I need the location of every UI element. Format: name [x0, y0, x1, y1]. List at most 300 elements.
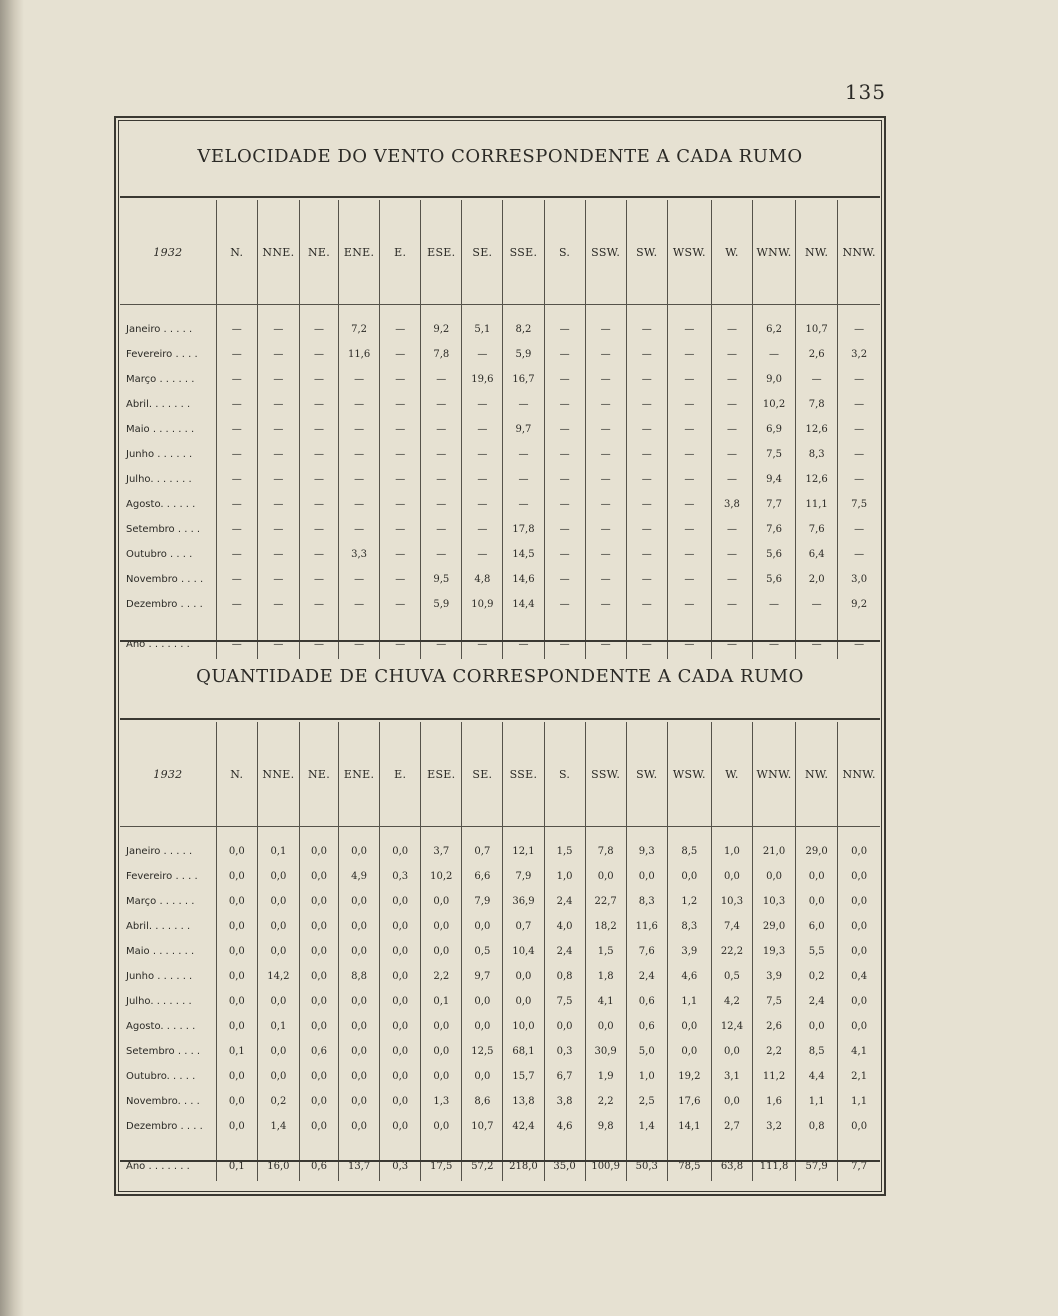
- table-cell: —: [585, 567, 626, 592]
- table-cell: 5,5: [796, 939, 838, 964]
- table-cell: —: [503, 442, 544, 467]
- table-cell: —: [711, 442, 752, 467]
- table-cell: —: [380, 342, 421, 367]
- table-cell: 4,1: [585, 989, 626, 1014]
- table-cell: 0,0: [667, 864, 711, 889]
- table-cell: 0,0: [216, 914, 257, 939]
- table-cell: 0,6: [626, 1014, 667, 1039]
- column-header-sse: SSE.: [503, 722, 544, 827]
- table-cell: 0,0: [421, 939, 462, 964]
- table-cell: —: [544, 592, 585, 617]
- table-cell: 5,1: [462, 317, 503, 342]
- row-label: Setembro . . . .: [126, 1046, 201, 1057]
- table-cell: 0,0: [544, 1014, 585, 1039]
- table-cell: —: [838, 629, 880, 659]
- table-cell: —: [462, 629, 503, 659]
- row-label: Setembro . . . .: [126, 524, 201, 535]
- row-label: Fevereiro . . . .: [126, 871, 198, 882]
- row-label: Maio . . . . . . .: [126, 424, 195, 435]
- table-cell: 3,1: [711, 1064, 752, 1089]
- table-cell: —: [796, 367, 838, 392]
- table-cell: 4,6: [667, 964, 711, 989]
- table-cell: 0,0: [462, 914, 503, 939]
- table-cell: —: [667, 367, 711, 392]
- table-cell: —: [216, 417, 257, 442]
- table-cell: —: [257, 317, 299, 342]
- table-cell: 0,0: [257, 939, 299, 964]
- table-cell: —: [339, 592, 380, 617]
- table-cell: 0,7: [503, 914, 544, 939]
- table-cell: 0,0: [711, 1089, 752, 1114]
- table-cell: —: [838, 467, 880, 492]
- table-cell: 9,8: [585, 1114, 626, 1139]
- table-cell: 7,2: [339, 317, 380, 342]
- table-cell: 2,1: [838, 1064, 880, 1089]
- table-cell: 9,7: [462, 964, 503, 989]
- row-label: Ano . . . . . . .: [126, 1160, 190, 1172]
- table-cell: —: [462, 467, 503, 492]
- table-cell: 0,0: [299, 939, 338, 964]
- table-cell: —: [667, 542, 711, 567]
- table-cell: —: [585, 367, 626, 392]
- table-cell: —: [585, 517, 626, 542]
- table-cell: —: [421, 542, 462, 567]
- table-cell: 0,0: [380, 1064, 421, 1089]
- table-cell: 0,0: [299, 1089, 338, 1114]
- column-header-e: E.: [380, 200, 421, 305]
- table-cell: 5,6: [753, 542, 796, 567]
- table-cell: 3,2: [753, 1114, 796, 1139]
- table-cell: —: [299, 492, 338, 517]
- table-cell: 17,8: [503, 517, 544, 542]
- table-cell: 111,8: [753, 1151, 796, 1181]
- table-cell: —: [753, 592, 796, 617]
- row-label: Abril. . . . . . .: [126, 921, 191, 932]
- table-cell: —: [544, 467, 585, 492]
- table-cell: —: [299, 467, 338, 492]
- table-cell: 0,0: [216, 989, 257, 1014]
- table-cell: 0,0: [462, 989, 503, 1014]
- table-cell: 7,8: [421, 342, 462, 367]
- table-cell: —: [667, 517, 711, 542]
- wind-speed-title: VELOCIDADE DO VENTO CORRESPONDENTE A CADA RUMO: [197, 146, 803, 167]
- table-cell: —: [626, 629, 667, 659]
- table-cell: 1,1: [796, 1089, 838, 1114]
- table-cell: —: [626, 592, 667, 617]
- column-header-n: N.: [216, 722, 257, 827]
- table-cell: 0,0: [339, 914, 380, 939]
- table-cell: 15,7: [503, 1064, 544, 1089]
- table-cell: 10,4: [503, 939, 544, 964]
- table-cell: 0,0: [838, 1014, 880, 1039]
- table-cell: 16,7: [503, 367, 544, 392]
- column-header-sw: SW.: [626, 722, 667, 827]
- table-cell: —: [299, 417, 338, 442]
- table-cell: —: [544, 492, 585, 517]
- column-header-ese: ESE.: [421, 200, 462, 305]
- table-cell: 14,2: [257, 964, 299, 989]
- table-row: [120, 467, 880, 492]
- table-cell: —: [667, 342, 711, 367]
- row-label: Junho . . . . . .: [126, 449, 193, 460]
- table-row: [120, 392, 880, 417]
- rain-title-rule: [120, 718, 880, 720]
- table-cell: —: [838, 542, 880, 567]
- year-header: 1932: [120, 722, 216, 827]
- column-header-ssw: SSW.: [585, 722, 626, 827]
- table-cell: 57,9: [796, 1151, 838, 1181]
- table-row: [120, 317, 880, 342]
- table-cell: —: [503, 467, 544, 492]
- table-cell: 100,9: [585, 1151, 626, 1181]
- table-cell: 22,2: [711, 939, 752, 964]
- table-cell: 0,0: [753, 864, 796, 889]
- table-cell: 0,0: [339, 1114, 380, 1139]
- table-cell: 1,4: [257, 1114, 299, 1139]
- table-cell: —: [216, 629, 257, 659]
- table-cell: 9,2: [421, 317, 462, 342]
- table-row: [120, 1039, 880, 1064]
- table-cell: 57,2: [462, 1151, 503, 1181]
- table-cell: 0,0: [667, 1039, 711, 1064]
- table-cell: —: [711, 342, 752, 367]
- table-cell: —: [380, 592, 421, 617]
- table-cell: —: [299, 442, 338, 467]
- table-cell: —: [216, 492, 257, 517]
- table-cell: —: [544, 317, 585, 342]
- column-header-se: SE.: [462, 200, 503, 305]
- table-cell: 12,1: [503, 839, 544, 864]
- table-cell: 13,7: [339, 1151, 380, 1181]
- table-cell: 0,0: [257, 989, 299, 1014]
- table-cell: 6,6: [462, 864, 503, 889]
- table-cell: 0,0: [299, 1064, 338, 1089]
- table-cell: 10,0: [503, 1014, 544, 1039]
- table-cell: 21,0: [753, 839, 796, 864]
- table-bottom-rule: [120, 1160, 880, 1162]
- table-cell: 0,0: [380, 964, 421, 989]
- row-label: Janeiro . . . . .: [126, 324, 193, 335]
- table-cell: 78,5: [667, 1151, 711, 1181]
- table-cell: —: [216, 567, 257, 592]
- table-cell: —: [462, 517, 503, 542]
- table-cell: 0,0: [257, 864, 299, 889]
- table-cell: 50,3: [626, 1151, 667, 1181]
- table-row: [120, 1014, 880, 1039]
- table-cell: 4,8: [462, 567, 503, 592]
- table-cell: 36,9: [503, 889, 544, 914]
- table-cell: 0,1: [216, 1039, 257, 1064]
- table-cell: —: [585, 392, 626, 417]
- table-row: [120, 367, 880, 392]
- table-cell: 7,6: [796, 517, 838, 542]
- table-cell: —: [216, 467, 257, 492]
- table-cell: 10,3: [753, 889, 796, 914]
- table-cell: —: [626, 442, 667, 467]
- table-cell: 0,4: [838, 964, 880, 989]
- table-cell: 0,0: [380, 1039, 421, 1064]
- column-header-nw: NW.: [796, 200, 838, 305]
- column-header-wsw: WSW.: [667, 200, 711, 305]
- table-cell: 68,1: [503, 1039, 544, 1064]
- column-header-n: N.: [216, 200, 257, 305]
- table-cell: 63,8: [711, 1151, 752, 1181]
- table-cell: —: [544, 517, 585, 542]
- table-cell: —: [626, 567, 667, 592]
- table-row: [120, 542, 880, 567]
- table-row: [120, 442, 880, 467]
- table-row: [120, 629, 880, 659]
- table-cell: 7,7: [838, 1151, 880, 1181]
- table-cell: —: [299, 317, 338, 342]
- table-cell: —: [544, 367, 585, 392]
- table-cell: 7,5: [753, 442, 796, 467]
- table-cell: —: [421, 517, 462, 542]
- table-cell: 0,0: [216, 1014, 257, 1039]
- table-cell: 3,9: [753, 964, 796, 989]
- table-cell: 0,0: [421, 914, 462, 939]
- table-cell: 0,0: [380, 889, 421, 914]
- table-cell: 2,7: [711, 1114, 752, 1139]
- table-cell: 6,7: [544, 1064, 585, 1089]
- table-row: [120, 342, 880, 367]
- table-cell: 29,0: [796, 839, 838, 864]
- table-cell: 0,0: [421, 1039, 462, 1064]
- table-cell: 14,6: [503, 567, 544, 592]
- table-cell: —: [626, 392, 667, 417]
- table-row: [120, 417, 880, 442]
- table-cell: 0,0: [380, 1089, 421, 1114]
- table-cell: —: [667, 442, 711, 467]
- table-cell: —: [667, 629, 711, 659]
- row-label: Maio . . . . . . .: [126, 946, 195, 957]
- table-cell: 0,8: [544, 964, 585, 989]
- table-cell: 0,1: [257, 1014, 299, 1039]
- table-cell: 10,7: [462, 1114, 503, 1139]
- table-cell: —: [626, 417, 667, 442]
- table-cell: 8,6: [462, 1089, 503, 1114]
- table-cell: 0,0: [339, 1014, 380, 1039]
- row-label: Julho. . . . . . .: [126, 474, 192, 485]
- table-cell: —: [257, 392, 299, 417]
- table-cell: —: [299, 567, 338, 592]
- rain-table: [120, 722, 880, 1181]
- table-cell: 5,6: [753, 567, 796, 592]
- table-row: [120, 592, 880, 617]
- table-cell: 2,4: [796, 989, 838, 1014]
- table-cell: 8,5: [796, 1039, 838, 1064]
- table-cell: —: [667, 492, 711, 517]
- table-cell: 12,6: [796, 417, 838, 442]
- section-divider: [120, 640, 880, 642]
- table-cell: —: [299, 592, 338, 617]
- table-cell: 0,0: [503, 964, 544, 989]
- table-cell: —: [339, 629, 380, 659]
- table-cell: 4,2: [711, 989, 752, 1014]
- table-cell: —: [585, 317, 626, 342]
- table-cell: 7,5: [544, 989, 585, 1014]
- table-cell: 5,9: [421, 592, 462, 617]
- column-header-nw: NW.: [796, 722, 838, 827]
- table-cell: —: [380, 367, 421, 392]
- table-cell: —: [667, 417, 711, 442]
- column-header-w: W.: [711, 722, 752, 827]
- table-cell: 7,8: [796, 392, 838, 417]
- table-cell: 0,6: [299, 1039, 338, 1064]
- table-cell: 1,5: [544, 839, 585, 864]
- table-cell: 0,0: [711, 864, 752, 889]
- table-cell: 0,0: [216, 939, 257, 964]
- table-cell: 7,5: [753, 989, 796, 1014]
- table-cell: 16,0: [257, 1151, 299, 1181]
- table-cell: 2,5: [626, 1089, 667, 1114]
- rain-title: QUANTIDADE DE CHUVA CORRESPONDENTE A CADA RUMO: [196, 666, 804, 687]
- table-cell: —: [626, 517, 667, 542]
- table-cell: —: [544, 342, 585, 367]
- column-header-nne: NNE.: [257, 722, 299, 827]
- row-label: Junho . . . . . .: [126, 971, 193, 982]
- column-header-nnw: NNW.: [838, 200, 880, 305]
- table-cell: 8,3: [667, 914, 711, 939]
- row-label: Novembro. . . .: [126, 1096, 200, 1107]
- table-cell: 5,0: [626, 1039, 667, 1064]
- table-cell: 0,0: [380, 939, 421, 964]
- table-cell: 0,0: [796, 889, 838, 914]
- table-cell: 29,0: [753, 914, 796, 939]
- year-header: 1932: [120, 200, 216, 305]
- table-row: [120, 1064, 880, 1089]
- table-row: [120, 567, 880, 592]
- column-header-s: S.: [544, 200, 585, 305]
- table-cell: 1,2: [667, 889, 711, 914]
- table-cell: 0,1: [216, 1151, 257, 1181]
- row-label: Agosto. . . . . .: [126, 1021, 196, 1032]
- table-cell: —: [339, 442, 380, 467]
- row-label: Agosto. . . . . .: [126, 499, 196, 510]
- column-header-w: W.: [711, 200, 752, 305]
- table-row: [120, 864, 880, 889]
- column-header-nnw: NNW.: [838, 722, 880, 827]
- table-cell: 0,0: [585, 1014, 626, 1039]
- table-cell: 0,0: [796, 864, 838, 889]
- table-cell: —: [503, 629, 544, 659]
- table-cell: 0,6: [299, 1151, 338, 1181]
- table-cell: —: [503, 392, 544, 417]
- table-cell: 0,0: [216, 1089, 257, 1114]
- table-cell: 19,3: [753, 939, 796, 964]
- row-label: Dezembro . . . .: [126, 1121, 203, 1132]
- table-cell: 8,2: [503, 317, 544, 342]
- table-cell: 8,3: [626, 889, 667, 914]
- row-label: Dezembro . . . .: [126, 599, 203, 610]
- table-cell: —: [380, 442, 421, 467]
- table-cell: 0,1: [257, 839, 299, 864]
- table-cell: 35,0: [544, 1151, 585, 1181]
- table-cell: —: [462, 392, 503, 417]
- table-cell: —: [421, 442, 462, 467]
- row-label: Outubro . . . .: [126, 549, 193, 560]
- row-label: Janeiro . . . . .: [126, 846, 193, 857]
- table-cell: 0,0: [299, 864, 338, 889]
- table-cell: 7,4: [711, 914, 752, 939]
- table-cell: 6,9: [753, 417, 796, 442]
- table-cell: 22,7: [585, 889, 626, 914]
- table-cell: 0,0: [626, 864, 667, 889]
- table-cell: 0,0: [216, 839, 257, 864]
- table-cell: —: [838, 367, 880, 392]
- table-cell: —: [667, 392, 711, 417]
- column-header-ne: NE.: [299, 200, 338, 305]
- table-cell: —: [585, 342, 626, 367]
- table-cell: —: [626, 467, 667, 492]
- table-cell: —: [257, 542, 299, 567]
- table-cell: —: [462, 542, 503, 567]
- table-cell: —: [711, 367, 752, 392]
- table-cell: —: [462, 342, 503, 367]
- table-cell: —: [711, 467, 752, 492]
- table-cell: —: [257, 342, 299, 367]
- table-cell: —: [796, 629, 838, 659]
- table-cell: —: [753, 629, 796, 659]
- table-cell: 218,0: [503, 1151, 544, 1181]
- column-header-ssw: SSW.: [585, 200, 626, 305]
- table-cell: 0,0: [838, 889, 880, 914]
- table-cell: 0,1: [421, 989, 462, 1014]
- table-cell: —: [421, 417, 462, 442]
- table-cell: 2,6: [753, 1014, 796, 1039]
- table-cell: 0,0: [421, 1014, 462, 1039]
- table-cell: —: [503, 492, 544, 517]
- table-cell: 12,4: [711, 1014, 752, 1039]
- table-cell: 3,9: [667, 939, 711, 964]
- table-cell: 0,0: [380, 989, 421, 1014]
- table-cell: 0,0: [462, 1014, 503, 1039]
- table-cell: —: [626, 492, 667, 517]
- table-cell: —: [667, 592, 711, 617]
- table-cell: 30,9: [585, 1039, 626, 1064]
- table-cell: 0,0: [667, 1014, 711, 1039]
- table-cell: 1,1: [667, 989, 711, 1014]
- table-cell: 4,0: [544, 914, 585, 939]
- table-cell: 14,4: [503, 592, 544, 617]
- table-cell: —: [544, 392, 585, 417]
- table-cell: 0,3: [544, 1039, 585, 1064]
- table-cell: —: [216, 342, 257, 367]
- table-cell: 2,2: [585, 1089, 626, 1114]
- table-cell: 1,6: [753, 1089, 796, 1114]
- table-cell: 7,8: [585, 839, 626, 864]
- table-cell: —: [544, 629, 585, 659]
- table-cell: —: [585, 467, 626, 492]
- table-cell: —: [216, 442, 257, 467]
- table-cell: 6,4: [796, 542, 838, 567]
- row-label: Fevereiro . . . .: [126, 349, 198, 360]
- table-cell: 0,0: [257, 914, 299, 939]
- table-cell: —: [585, 442, 626, 467]
- column-header-ene: ENE.: [339, 200, 380, 305]
- table-cell: 0,0: [339, 889, 380, 914]
- table-cell: —: [711, 629, 752, 659]
- table-cell: 10,7: [796, 317, 838, 342]
- table-cell: 0,3: [380, 1151, 421, 1181]
- column-header-se: SE.: [462, 722, 503, 827]
- table-row: [120, 492, 880, 517]
- table-cell: 3,2: [838, 342, 880, 367]
- table-cell: 0,0: [339, 1089, 380, 1114]
- table-cell: 2,4: [544, 889, 585, 914]
- table-cell: —: [711, 517, 752, 542]
- table-cell: —: [257, 567, 299, 592]
